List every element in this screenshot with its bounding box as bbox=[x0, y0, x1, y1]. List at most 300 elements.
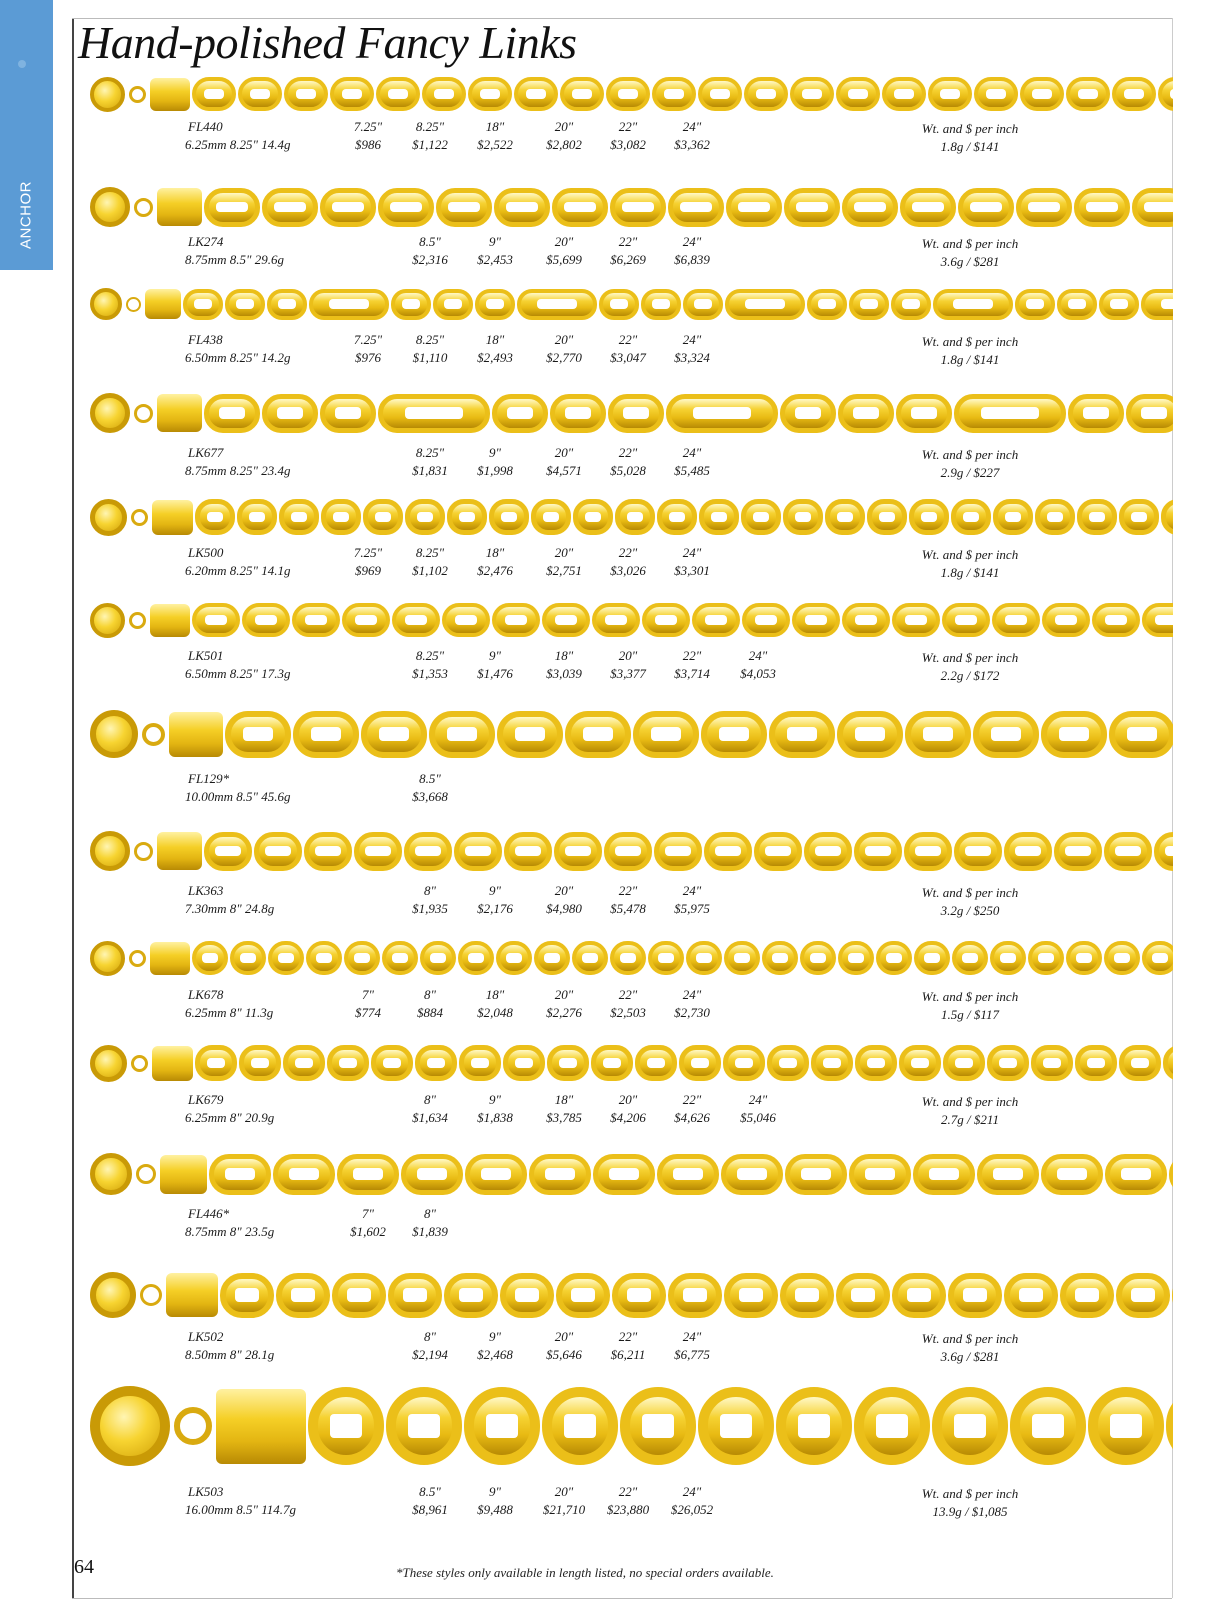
clasp-icon bbox=[90, 941, 125, 976]
product-model: FL440 bbox=[188, 119, 223, 134]
chain-link-icon bbox=[610, 941, 646, 975]
chain-link-icon bbox=[454, 832, 502, 871]
chain-link-icon bbox=[1035, 499, 1075, 535]
chain-length: 22" bbox=[618, 987, 638, 1002]
chain-length: 18" bbox=[485, 545, 505, 560]
product-dimensions bbox=[185, 562, 291, 580]
chain-length: 22" bbox=[618, 445, 638, 460]
chain-link-icon bbox=[776, 1387, 852, 1465]
chain-link-icon bbox=[867, 499, 907, 535]
jump-ring-icon bbox=[131, 509, 148, 526]
chain-length: 18" bbox=[485, 987, 505, 1002]
chain-link-icon bbox=[492, 603, 540, 637]
chain-link-icon bbox=[892, 1273, 946, 1318]
product-spec bbox=[185, 118, 291, 154]
per-inch-info bbox=[905, 988, 1035, 1024]
chain-link-icon bbox=[500, 1273, 554, 1318]
product-size: 16.00mm bbox=[185, 1502, 234, 1517]
chain-link-icon bbox=[948, 1273, 1002, 1318]
chain-link-icon bbox=[785, 1154, 847, 1195]
chain-price: $976 bbox=[355, 350, 381, 365]
chain-length: 9" bbox=[489, 1329, 501, 1344]
chain-price: $774 bbox=[355, 1005, 381, 1020]
chain-link-icon bbox=[204, 832, 252, 871]
chain-link-icon bbox=[652, 77, 696, 111]
chain-link-icon bbox=[554, 832, 602, 871]
price-column bbox=[455, 544, 535, 580]
chain-link-icon bbox=[599, 289, 639, 320]
chain-link-icon bbox=[704, 832, 752, 871]
chain-link-icon bbox=[192, 77, 236, 111]
chain-length: 24" bbox=[682, 445, 702, 460]
price-column bbox=[455, 118, 535, 154]
chain-link-icon bbox=[342, 603, 390, 637]
chain-link-icon bbox=[954, 832, 1002, 871]
chain-link-icon bbox=[1054, 832, 1102, 871]
product-spec bbox=[185, 1205, 274, 1241]
chain-length: 9" bbox=[489, 1092, 501, 1107]
chain-link-icon bbox=[560, 77, 604, 111]
product-model: LK502 bbox=[188, 1329, 224, 1344]
product-base-length: 8.25" bbox=[226, 563, 258, 578]
chain-link-icon bbox=[415, 1045, 457, 1081]
price-column bbox=[652, 118, 732, 154]
chain-link-icon bbox=[320, 188, 376, 227]
chain-link-icon bbox=[556, 1273, 610, 1318]
chain-link-icon bbox=[529, 1154, 591, 1195]
chain-price: $2,176 bbox=[477, 901, 513, 916]
end-cap-icon bbox=[160, 1155, 207, 1194]
jump-ring-icon bbox=[129, 86, 146, 103]
chain-price: $8,961 bbox=[412, 1502, 448, 1517]
chain-length: 18" bbox=[485, 119, 505, 134]
chain-link-icon bbox=[992, 603, 1040, 637]
chain-link-icon bbox=[550, 394, 606, 433]
chain-price: $6,775 bbox=[674, 1347, 710, 1362]
price-column bbox=[652, 331, 732, 367]
product-model: LK503 bbox=[188, 1484, 224, 1499]
chain-length: 20" bbox=[554, 1329, 574, 1344]
chain-length: 20" bbox=[554, 987, 574, 1002]
product-dimensions bbox=[185, 900, 274, 918]
chain-length: 9" bbox=[489, 445, 501, 460]
chain-length: 22" bbox=[618, 332, 638, 347]
chain-image bbox=[90, 936, 1173, 980]
chain-link-icon bbox=[293, 711, 359, 758]
chain-price: $4,980 bbox=[546, 901, 582, 916]
chain-price: $2,493 bbox=[477, 350, 513, 365]
chain-link-icon bbox=[654, 832, 702, 871]
chain-price: $2,802 bbox=[546, 137, 582, 152]
chain-image bbox=[90, 284, 1173, 324]
price-column bbox=[455, 986, 535, 1022]
chain-link-icon bbox=[1031, 1045, 1073, 1081]
per-inch-info bbox=[905, 235, 1035, 271]
chain-length: 18" bbox=[554, 1092, 574, 1107]
chain-image bbox=[90, 826, 1173, 876]
jump-ring-icon bbox=[134, 842, 153, 861]
chain-link-icon bbox=[698, 1387, 774, 1465]
chain-link-icon bbox=[741, 499, 781, 535]
product-base-weight: 23.5g bbox=[241, 1224, 275, 1239]
chain-link-icon bbox=[683, 289, 723, 320]
chain-price: $3,082 bbox=[610, 137, 646, 152]
chain-link-icon bbox=[262, 188, 318, 227]
jump-ring-icon bbox=[126, 297, 141, 312]
per-inch-label: Wt. and $ per inch bbox=[921, 650, 1019, 665]
chain-link-icon bbox=[699, 499, 739, 535]
product-base-length: 8" bbox=[226, 1005, 242, 1020]
chain-length: 24" bbox=[748, 1092, 768, 1107]
chain-link-icon bbox=[909, 499, 949, 535]
chain-length: 22" bbox=[618, 883, 638, 898]
clasp-icon bbox=[90, 288, 122, 320]
chain-link-icon bbox=[668, 188, 724, 227]
end-cap-icon bbox=[145, 289, 181, 319]
product-spec bbox=[185, 233, 284, 269]
tab-dot-icon bbox=[18, 60, 26, 68]
chain-link-icon bbox=[1016, 188, 1072, 227]
product-dimensions bbox=[185, 1223, 274, 1241]
chain-link-icon bbox=[371, 1045, 413, 1081]
chain-image bbox=[90, 388, 1173, 438]
chain-link-icon bbox=[1119, 499, 1159, 535]
product-base-weight: 11.3g bbox=[241, 1005, 274, 1020]
per-inch-info bbox=[905, 333, 1035, 369]
chain-link-icon bbox=[279, 499, 319, 535]
chain-price: $5,699 bbox=[546, 252, 582, 267]
chain-length: 8.25" bbox=[415, 445, 445, 460]
chain-links bbox=[195, 1045, 1173, 1081]
chain-price: $2,316 bbox=[412, 252, 448, 267]
chain-length: 24" bbox=[748, 648, 768, 663]
chain-link-icon bbox=[503, 1045, 545, 1081]
price-column bbox=[455, 882, 535, 918]
frame-bottom-rule bbox=[72, 1598, 1172, 1599]
chain-link-icon bbox=[496, 941, 532, 975]
chain-price: $2,770 bbox=[546, 350, 582, 365]
chain-link-icon bbox=[242, 603, 290, 637]
chain-image bbox=[90, 704, 1173, 764]
price-column bbox=[455, 1483, 535, 1519]
chain-length: 20" bbox=[618, 1092, 638, 1107]
chain-link-icon bbox=[1060, 1273, 1114, 1318]
chain-price: $26,052 bbox=[670, 1502, 714, 1517]
chain-link-icon bbox=[422, 77, 466, 111]
chain-price: $4,626 bbox=[674, 1110, 710, 1125]
jump-ring-icon bbox=[136, 1164, 156, 1184]
chain-length: 22" bbox=[618, 1484, 638, 1499]
chain-links bbox=[220, 1273, 1173, 1318]
chain-link-icon bbox=[896, 394, 952, 433]
chain-link-icon bbox=[1163, 1045, 1173, 1081]
chain-length: 8.25" bbox=[415, 648, 445, 663]
product-base-length: 8.25" bbox=[226, 350, 258, 365]
chain-price: $5,028 bbox=[610, 463, 646, 478]
product-dimensions bbox=[185, 349, 291, 367]
clasp-icon bbox=[90, 1386, 170, 1466]
chain-link-icon bbox=[899, 1045, 941, 1081]
product-spec bbox=[185, 1483, 296, 1519]
chain-link-icon bbox=[276, 1273, 330, 1318]
chain-price: $4,053 bbox=[740, 666, 776, 681]
chain-image bbox=[90, 1040, 1173, 1086]
chain-link-icon bbox=[1041, 711, 1107, 758]
chain-length: 24" bbox=[682, 883, 702, 898]
chain-link-icon bbox=[354, 832, 402, 871]
chain-link-icon bbox=[942, 603, 990, 637]
chain-link-icon bbox=[780, 1273, 834, 1318]
product-base-weight: 24.8g bbox=[241, 901, 275, 916]
chain-link-icon bbox=[183, 289, 223, 320]
chain-length: 7.25" bbox=[353, 119, 383, 134]
chain-link-icon bbox=[842, 603, 890, 637]
chain-link-icon bbox=[686, 941, 722, 975]
product-spec bbox=[185, 882, 274, 918]
chain-link-icon bbox=[386, 1387, 462, 1465]
per-inch-value: 1.5g / $117 bbox=[941, 1007, 999, 1022]
per-inch-label: Wt. and $ per inch bbox=[921, 989, 1019, 1004]
product-size: 6.20mm bbox=[185, 563, 227, 578]
chain-link-icon bbox=[429, 711, 495, 758]
per-inch-label: Wt. and $ per inch bbox=[921, 334, 1019, 349]
chain-link-icon bbox=[905, 711, 971, 758]
chain-link-icon bbox=[321, 499, 361, 535]
chain-price: $5,485 bbox=[674, 463, 710, 478]
chain-link-icon bbox=[195, 499, 235, 535]
chain-price: $6,269 bbox=[610, 252, 646, 267]
chain-link-icon bbox=[330, 77, 374, 111]
chain-link-icon bbox=[497, 711, 563, 758]
chain-links bbox=[204, 832, 1173, 871]
chain-link-icon bbox=[401, 1154, 463, 1195]
chain-length: 9" bbox=[489, 883, 501, 898]
chain-link-icon bbox=[238, 77, 282, 111]
chain-length: 20" bbox=[554, 234, 574, 249]
chain-link-icon bbox=[849, 289, 889, 320]
chain-price: $1,602 bbox=[350, 1224, 386, 1239]
chain-price: $1,838 bbox=[477, 1110, 513, 1125]
page-title: Hand-polished Fancy Links bbox=[78, 17, 577, 68]
chain-price: $1,476 bbox=[477, 666, 513, 681]
chain-price: $2,468 bbox=[477, 1347, 513, 1362]
chain-links bbox=[225, 711, 1173, 758]
chain-link-icon bbox=[1132, 188, 1173, 227]
chain-link-icon bbox=[958, 188, 1014, 227]
chain-length: 8.25" bbox=[415, 545, 445, 560]
product-base-weight: 45.6g bbox=[258, 789, 291, 804]
chain-link-icon bbox=[951, 499, 991, 535]
chain-length: 22" bbox=[618, 234, 638, 249]
chain-length: 7" bbox=[362, 987, 374, 1002]
product-base-length: 8" bbox=[226, 1347, 242, 1362]
chain-price: $2,276 bbox=[546, 1005, 582, 1020]
chain-length: 24" bbox=[682, 332, 702, 347]
product-size: 7.30mm bbox=[185, 901, 227, 916]
chain-link-icon bbox=[444, 1273, 498, 1318]
chain-length: 8" bbox=[424, 1329, 436, 1344]
chain-price: $2,751 bbox=[546, 563, 582, 578]
chain-link-icon bbox=[724, 941, 760, 975]
chain-image bbox=[90, 1376, 1173, 1476]
chain-price: $1,102 bbox=[412, 563, 448, 578]
chain-link-icon bbox=[974, 77, 1018, 111]
chain-link-icon bbox=[882, 77, 926, 111]
chain-link-icon bbox=[1041, 1154, 1103, 1195]
chain-length: 9" bbox=[489, 234, 501, 249]
chain-link-icon bbox=[514, 77, 558, 111]
chain-link-icon bbox=[792, 603, 840, 637]
chain-price: $1,831 bbox=[412, 463, 448, 478]
chain-link-icon bbox=[337, 1154, 399, 1195]
chain-length: 22" bbox=[618, 1329, 638, 1344]
chain-link-icon bbox=[987, 1045, 1029, 1081]
chain-price: $1,353 bbox=[412, 666, 448, 681]
chain-price: $1,998 bbox=[477, 463, 513, 478]
product-model: LK363 bbox=[188, 883, 224, 898]
chain-link-icon bbox=[273, 1154, 335, 1195]
chain-links bbox=[308, 1387, 1173, 1465]
per-inch-value: 1.8g / $141 bbox=[940, 139, 1000, 154]
product-size: 6.50mm bbox=[185, 666, 227, 681]
end-cap-icon bbox=[169, 712, 223, 757]
chain-length: 8" bbox=[424, 883, 436, 898]
clasp-icon bbox=[90, 499, 127, 536]
chain-link-icon bbox=[433, 289, 473, 320]
chain-link-icon bbox=[1074, 188, 1130, 227]
chain-length: 8.25" bbox=[415, 332, 445, 347]
jump-ring-icon bbox=[134, 404, 153, 423]
chain-link-icon bbox=[784, 188, 840, 227]
chain-link-icon bbox=[1109, 711, 1173, 758]
chain-link-icon bbox=[642, 603, 690, 637]
product-dimensions bbox=[185, 136, 291, 154]
per-inch-value: 1.8g / $141 bbox=[940, 565, 1000, 580]
chain-length: 24" bbox=[682, 1484, 702, 1499]
chain-link-icon bbox=[641, 289, 681, 320]
chain-link-icon bbox=[849, 1154, 911, 1195]
chain-link-icon bbox=[1142, 603, 1173, 637]
chain-price: $3,039 bbox=[546, 666, 582, 681]
chain-link-icon bbox=[225, 711, 291, 758]
chain-link-icon bbox=[973, 711, 1039, 758]
chain-price: $3,301 bbox=[674, 563, 710, 578]
frame-left-rule bbox=[72, 18, 74, 1598]
chain-link-icon bbox=[612, 1273, 666, 1318]
product-base-length: 8.5" bbox=[233, 789, 258, 804]
chain-link-icon bbox=[392, 603, 440, 637]
chain-link-icon bbox=[192, 603, 240, 637]
section-tab bbox=[0, 0, 53, 270]
product-dimensions bbox=[185, 1109, 274, 1127]
product-spec bbox=[185, 444, 291, 480]
chain-price: $969 bbox=[355, 563, 381, 578]
per-inch-label: Wt. and $ per inch bbox=[921, 236, 1019, 251]
product-base-weight: 14.2g bbox=[258, 350, 291, 365]
chain-link-icon bbox=[854, 1387, 930, 1465]
per-inch-value: 2.9g / $227 bbox=[940, 465, 1000, 480]
chain-link-icon bbox=[1028, 941, 1064, 975]
chain-link-icon bbox=[1066, 941, 1102, 975]
chain-link-icon bbox=[268, 941, 304, 975]
per-inch-label: Wt. and $ per inch bbox=[921, 1486, 1019, 1501]
end-cap-icon bbox=[157, 394, 202, 432]
chain-link-icon bbox=[573, 499, 613, 535]
chain-link-icon bbox=[404, 832, 452, 871]
chain-price: $986 bbox=[355, 137, 381, 152]
chain-link-icon bbox=[615, 499, 655, 535]
product-size: 8.75mm bbox=[185, 463, 227, 478]
chain-links bbox=[195, 499, 1173, 535]
per-inch-value: 3.2g / $250 bbox=[940, 903, 1000, 918]
price-column bbox=[455, 331, 535, 367]
end-cap-icon bbox=[152, 1046, 193, 1081]
chain-image bbox=[90, 182, 1173, 232]
chain-price: $2,730 bbox=[674, 1005, 710, 1020]
clasp-icon bbox=[90, 187, 130, 227]
end-cap-icon bbox=[150, 942, 190, 975]
chain-link-icon bbox=[1015, 289, 1055, 320]
chain-link-icon bbox=[304, 832, 352, 871]
chain-link-icon bbox=[436, 188, 492, 227]
product-dimensions bbox=[185, 1501, 296, 1519]
jump-ring-icon bbox=[129, 612, 146, 629]
chain-price: $1,122 bbox=[412, 137, 448, 152]
chain-link-icon bbox=[420, 941, 456, 975]
chain-link-icon bbox=[504, 832, 552, 871]
chain-link-icon bbox=[1116, 1273, 1170, 1318]
chain-length: 7.25" bbox=[353, 545, 383, 560]
product-size: 8.75mm bbox=[185, 1224, 227, 1239]
product-base-length: 8.25" bbox=[226, 463, 258, 478]
chain-link-icon bbox=[692, 603, 740, 637]
chain-link-icon bbox=[723, 1045, 765, 1081]
chain-link-icon bbox=[378, 188, 434, 227]
chain-link-icon bbox=[698, 77, 742, 111]
chain-price: $5,975 bbox=[674, 901, 710, 916]
chain-length: 20" bbox=[554, 1484, 574, 1499]
chain-link-icon bbox=[591, 1045, 633, 1081]
chain-link-icon bbox=[1077, 499, 1117, 535]
chain-link-icon bbox=[648, 941, 684, 975]
chain-link-icon bbox=[552, 188, 608, 227]
chain-link-icon bbox=[204, 394, 260, 433]
per-inch-info bbox=[905, 120, 1035, 156]
chain-link-icon bbox=[838, 394, 894, 433]
chain-links bbox=[209, 1154, 1173, 1195]
chain-link-icon bbox=[447, 499, 487, 535]
chain-link-icon bbox=[492, 394, 548, 433]
chain-link-icon bbox=[742, 603, 790, 637]
per-inch-label: Wt. and $ per inch bbox=[921, 121, 1019, 136]
price-column bbox=[718, 1091, 798, 1127]
chain-link-icon bbox=[1105, 1154, 1167, 1195]
price-column bbox=[390, 770, 470, 806]
chain-link-icon bbox=[209, 1154, 271, 1195]
chain-links bbox=[192, 941, 1173, 975]
chain-link-icon bbox=[606, 77, 650, 111]
chain-link-icon bbox=[604, 832, 652, 871]
jump-ring-icon bbox=[129, 950, 146, 967]
per-inch-value: 3.6g / $281 bbox=[940, 254, 1000, 269]
chain-length: 9" bbox=[489, 648, 501, 663]
per-inch-info bbox=[905, 1485, 1035, 1521]
price-column bbox=[652, 233, 732, 269]
chain-link-icon bbox=[1142, 941, 1173, 975]
price-column bbox=[652, 1328, 732, 1364]
chain-link-icon bbox=[900, 188, 956, 227]
chain-link-icon bbox=[1066, 77, 1110, 111]
